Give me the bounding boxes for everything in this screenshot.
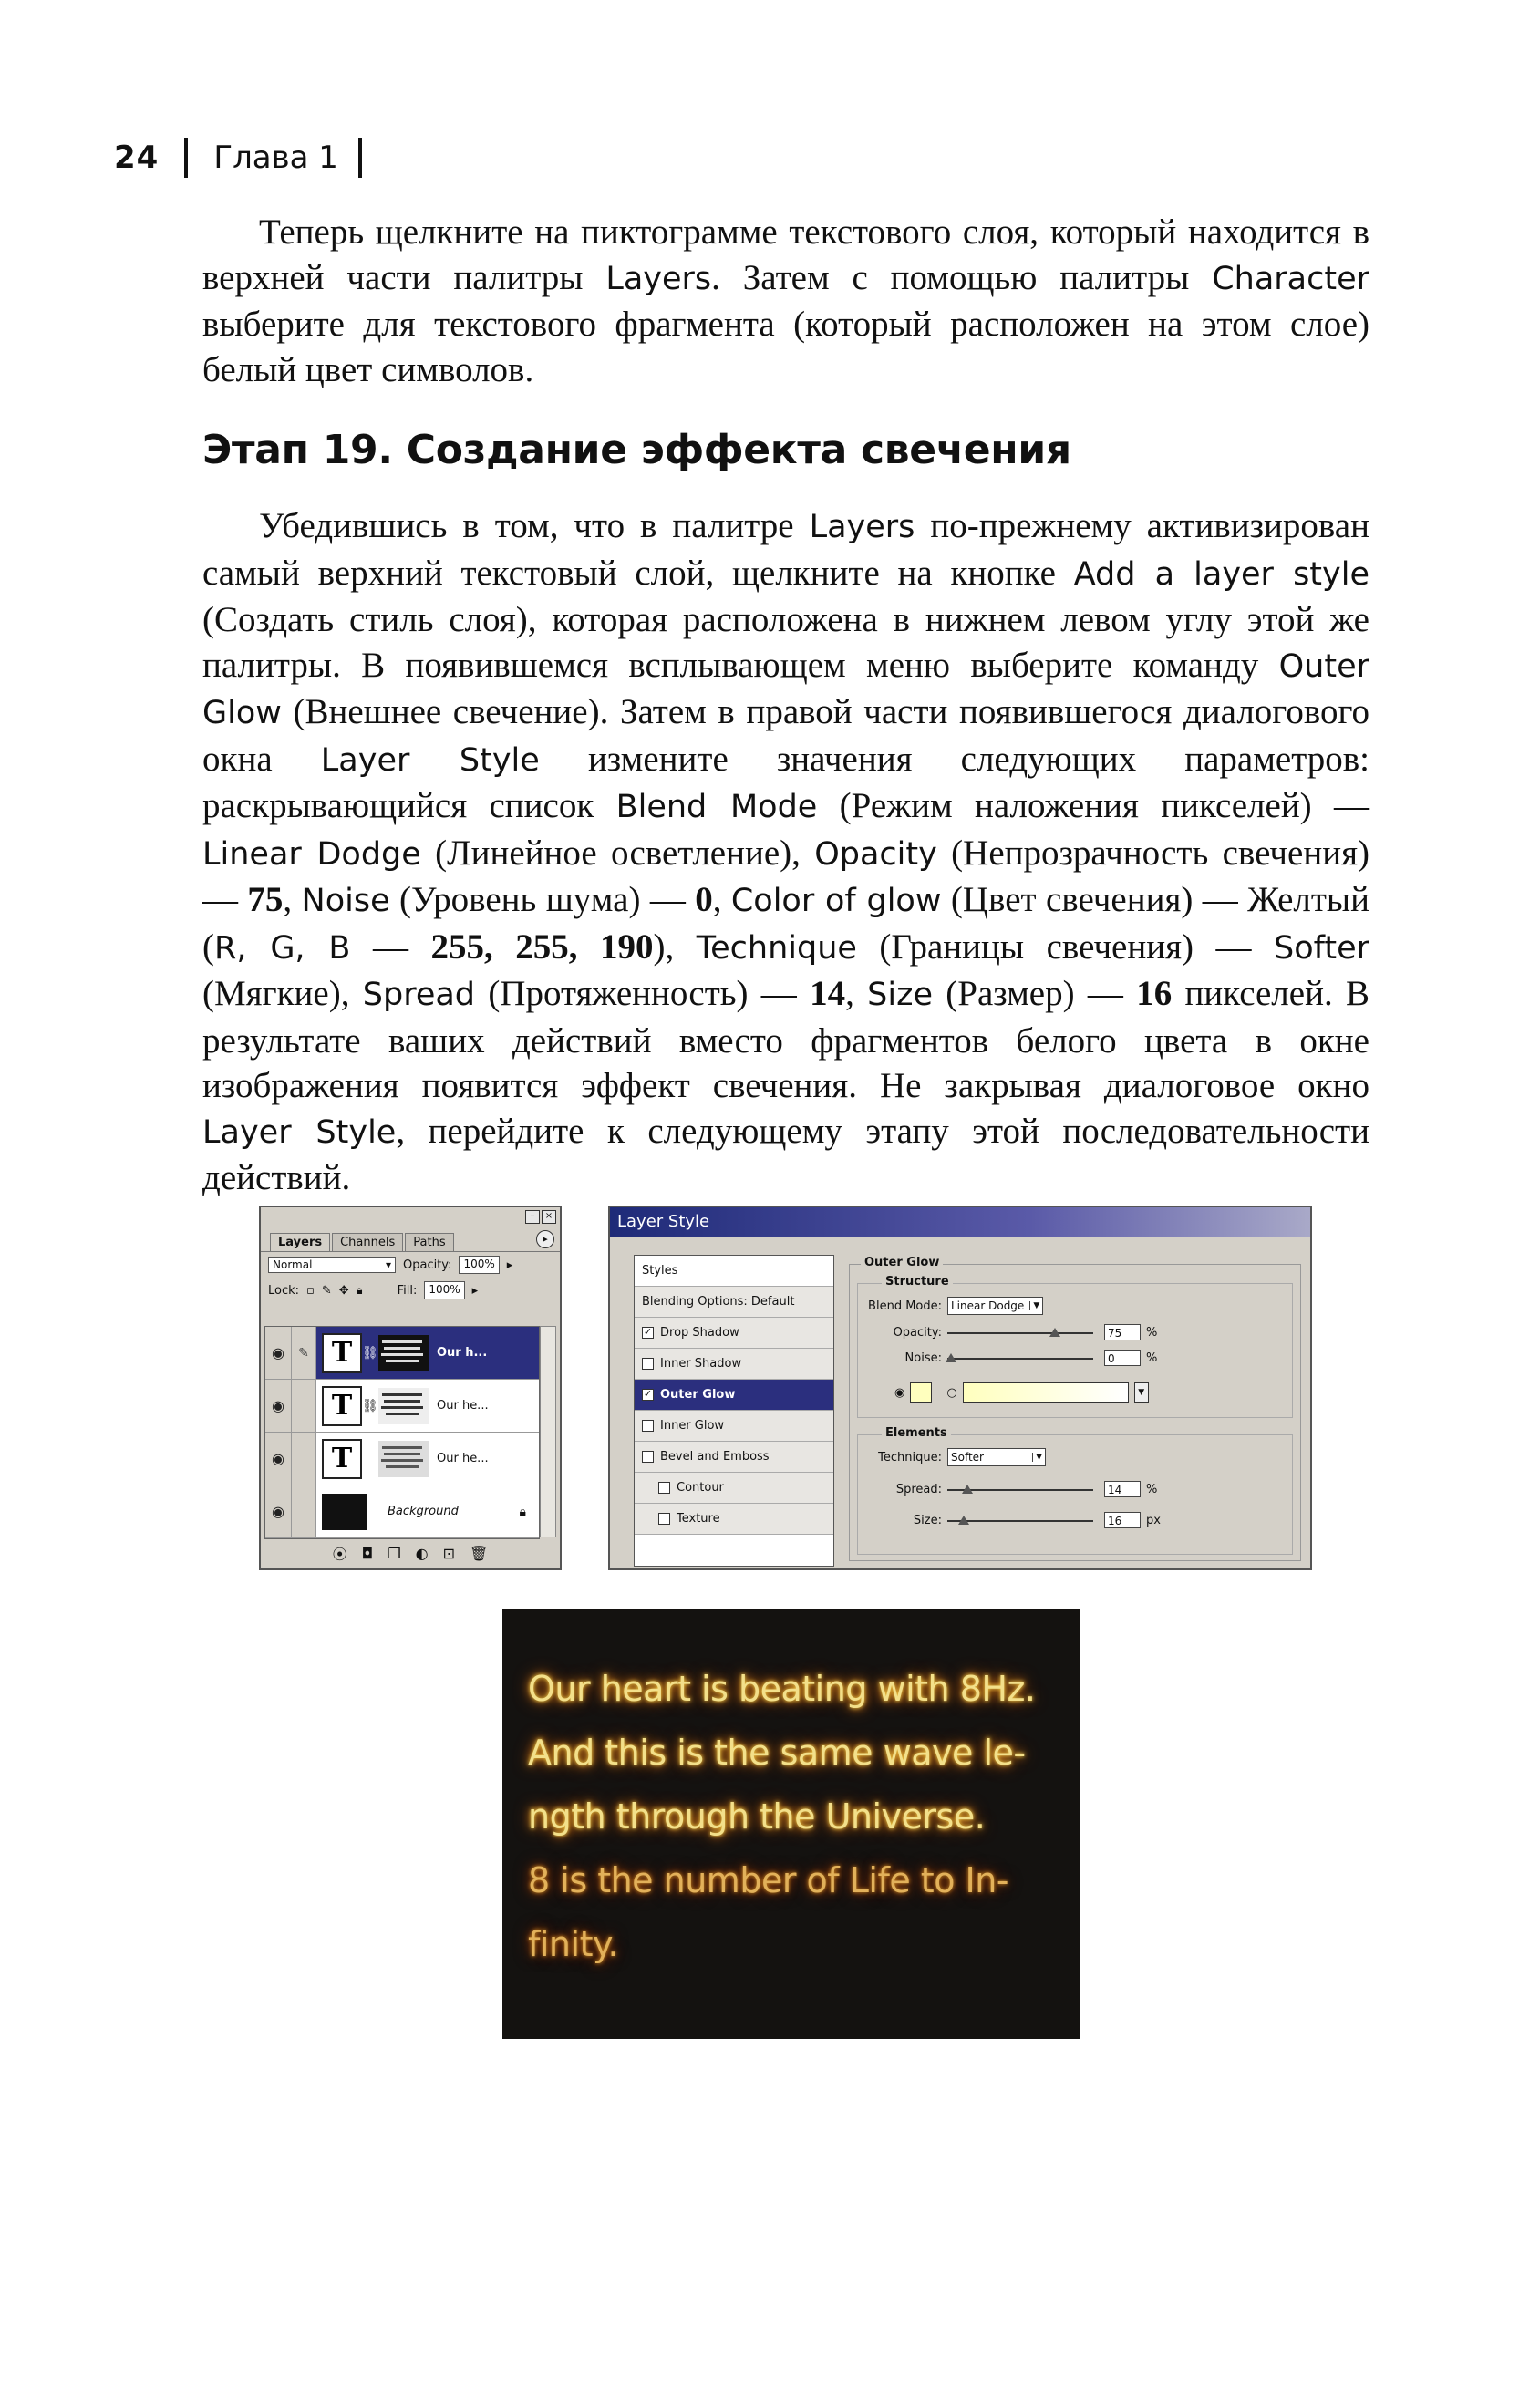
eye-icon[interactable]: ◉: [265, 1380, 292, 1432]
glow-text-line: 8 is the number of Life to In-: [528, 1860, 1009, 1900]
style-list-inner-glow[interactable]: [635, 1411, 833, 1442]
chevron-down-icon: ▾: [385, 1258, 391, 1271]
outer-glow-group: [849, 1256, 1301, 1561]
glow-color-row: [894, 1382, 1149, 1403]
style-list-blending[interactable]: Blending Options: Default: [635, 1287, 833, 1318]
blend-mode-value: Linear Dodge: [951, 1299, 1025, 1312]
style-list: [634, 1255, 834, 1567]
keyword: Layer Style: [202, 1113, 397, 1151]
glow-text-line: finity.: [528, 1924, 619, 1964]
text-run: ,: [845, 974, 868, 1013]
add-layer-style-icon[interactable]: ⦿: [332, 1545, 347, 1563]
glow-text-line: Our heart is beating with 8Hz.: [528, 1669, 1036, 1709]
header-divider: [184, 138, 188, 178]
eye-icon[interactable]: ◉: [265, 1433, 292, 1485]
eye-icon[interactable]: ◉: [265, 1485, 292, 1537]
text-run: по-прежнему активизирован самый верхний текстовый слой, щелкните на кнопке: [202, 506, 1369, 593]
text-layer-icon: T: [322, 1386, 362, 1426]
lock-label: Lock:: [268, 1283, 300, 1298]
style-list-bevel[interactable]: [635, 1442, 833, 1473]
text-run: измените значения следующих параметров: раскрывающийся список: [202, 739, 1369, 825]
layers-palette: [259, 1206, 562, 1570]
gradient-picker[interactable]: [963, 1382, 1129, 1403]
layer-row[interactable]: [265, 1433, 539, 1485]
keyword: Layers: [809, 509, 915, 545]
px-unit: px: [1146, 1513, 1161, 1527]
keyword: Layers: [605, 260, 712, 297]
text-run: пикселей. В результате ваших действий вместо фрагментов белого цвета в окне изображения появится эффект свечения. Не закрывая диалоговое окно: [202, 974, 1370, 1105]
keyword: Opacity: [814, 835, 937, 873]
blend-mode-select[interactable]: [268, 1257, 396, 1273]
technique-label: Technique:: [878, 1450, 942, 1465]
fill-input[interactable]: 100%: [424, 1281, 464, 1299]
slider-knob[interactable]: [1049, 1328, 1060, 1337]
text-run: Убедившись в том, что в палитре: [259, 506, 810, 545]
palette-tabs: [261, 1227, 560, 1252]
layer-row[interactable]: [265, 1380, 539, 1433]
keyword: Outer Glow: [202, 647, 1369, 731]
text-run: (Непрозрачность свечения) —: [202, 833, 1370, 919]
new-layer-icon[interactable]: ⊡: [442, 1544, 456, 1562]
close-icon[interactable]: ×: [542, 1210, 556, 1224]
spread-label: Spread:: [895, 1482, 942, 1496]
blend-mode-label: Blend Mode:: [868, 1299, 942, 1313]
style-item-label: Outer Glow: [660, 1388, 736, 1402]
value: 0: [695, 880, 713, 919]
text-run: (Протяженность) —: [475, 974, 811, 1013]
layer-row[interactable]: [265, 1485, 539, 1538]
checkbox-checked-icon[interactable]: ✓: [643, 1326, 653, 1338]
size-row: [858, 1512, 1161, 1528]
style-item-label: Inner Glow: [660, 1419, 725, 1433]
checkbox-icon[interactable]: [658, 1513, 670, 1525]
paragraph-intro-text: [202, 210, 1369, 392]
layer-style-dialog: [608, 1206, 1312, 1570]
chevron-right-icon[interactable]: ▸: [471, 1283, 479, 1298]
technique-row: [858, 1448, 1046, 1466]
style-list-outer-glow[interactable]: [635, 1380, 833, 1411]
header-divider-end: [358, 138, 362, 178]
noise-slider[interactable]: [947, 1353, 1093, 1362]
text-run: ,: [712, 880, 731, 919]
tab-channels[interactable]: Channels: [332, 1233, 403, 1251]
opacity-row: [858, 1324, 1157, 1340]
dialog-title: Layer Style: [610, 1207, 1310, 1237]
style-item-label: Bevel and Emboss: [660, 1450, 770, 1464]
value: 255, 255, 190: [430, 926, 654, 967]
technique-select[interactable]: [947, 1448, 1046, 1466]
checkbox-icon[interactable]: [642, 1420, 654, 1432]
text-run: (Границы свечения) —: [856, 926, 1275, 967]
opacity-input[interactable]: 75: [1104, 1324, 1141, 1340]
text-run: (Создать стиль слоя), которая расположена в нижнем левом углу этой же палитры. В появившемся всплывающем меню выберите команду: [202, 600, 1369, 685]
adjustment-layer-icon[interactable]: ◐: [415, 1544, 429, 1562]
text-layer-icon: T: [322, 1333, 362, 1373]
blend-row: [261, 1252, 560, 1278]
text-run: Теперь щелкните на пиктограмме текстового слоя, который находится в верхней части палитры: [202, 212, 1369, 297]
background-thumbnail: [322, 1494, 367, 1530]
spread-input[interactable]: 14: [1104, 1481, 1141, 1497]
minimize-icon[interactable]: –: [525, 1210, 540, 1224]
glow-color-swatch[interactable]: [910, 1382, 932, 1403]
text-run: ),: [653, 926, 697, 967]
style-item-label: Contour: [677, 1481, 724, 1495]
lock-icon: 🔒︎: [519, 1504, 526, 1519]
text-run: (Мягкие),: [202, 974, 363, 1013]
layer-name: Our h...: [437, 1346, 488, 1360]
layer-name: Background: [388, 1505, 459, 1518]
slider-knob[interactable]: [946, 1353, 956, 1362]
outer-glow-title: Outer Glow: [861, 1256, 943, 1269]
text-run: (Линейное осветление),: [420, 833, 815, 873]
technique-value: Softer: [951, 1451, 984, 1464]
trash-icon[interactable]: 🗑︎: [470, 1544, 489, 1562]
text-run: выберите для текстового фрагмента (который расположен на этом слое) белый цвет символов.: [202, 305, 1369, 389]
tab-layers[interactable]: Layers: [270, 1233, 330, 1251]
value: 14: [810, 974, 846, 1013]
size-input[interactable]: 16: [1104, 1512, 1141, 1528]
style-list-texture[interactable]: [635, 1504, 833, 1535]
layer-thumbnail: [378, 1441, 429, 1477]
palette-menu-icon[interactable]: ▸: [536, 1230, 554, 1248]
slider-knob[interactable]: [958, 1516, 969, 1525]
glow-result-image: [502, 1609, 1080, 2039]
opacity-label: Opacity:: [893, 1325, 942, 1340]
opacity-input[interactable]: 100%: [459, 1256, 499, 1274]
layer-row[interactable]: [265, 1327, 539, 1380]
tab-paths[interactable]: Paths: [405, 1233, 453, 1251]
noise-input[interactable]: 0: [1104, 1350, 1141, 1366]
value: 75: [247, 880, 284, 919]
text-run: —: [350, 926, 431, 967]
elements-group: [857, 1426, 1293, 1555]
chevron-right-icon[interactable]: ▸: [506, 1258, 513, 1272]
radio-selected-icon[interactable]: ◉: [894, 1385, 905, 1400]
layer-thumbnail: [378, 1388, 429, 1424]
lock-transparency-icon[interactable]: ▫: [306, 1283, 315, 1298]
text-run: (Внешнее свечение). Затем в правой части появившегося диалогового окна: [202, 692, 1369, 779]
palette-titlebar: [261, 1207, 560, 1227]
blend-mode-select[interactable]: [947, 1297, 1043, 1315]
percent-sign: %: [1146, 1351, 1158, 1365]
paragraph-steps-text: [202, 503, 1369, 1201]
size-label: Size:: [913, 1513, 942, 1527]
spread-slider[interactable]: [947, 1485, 1093, 1494]
layer-thumbnail: [378, 1335, 429, 1371]
structure-group: [857, 1275, 1293, 1418]
text-run: , перейдите к следующему этапу этой последовательности действий.: [202, 1111, 1369, 1197]
chevron-down-icon[interactable]: ▼: [1134, 1382, 1149, 1403]
page-number: 24: [114, 140, 160, 176]
text-run: (Режим наложения пикселей) —: [817, 786, 1369, 825]
slider-knob[interactable]: [962, 1485, 973, 1494]
eye-icon[interactable]: ◉: [265, 1327, 292, 1379]
chevron-down-icon: ▼: [1032, 1453, 1042, 1462]
opacity-label: Opacity:: [403, 1258, 452, 1272]
keyword: Character: [1212, 260, 1369, 297]
spread-row: [858, 1481, 1157, 1497]
glow-text-line: ngth through the Universe.: [528, 1796, 986, 1837]
blend-mode-value: Normal: [273, 1258, 313, 1271]
chevron-down-icon: ▼: [1029, 1301, 1039, 1310]
checkbox-checked-icon[interactable]: ✓: [643, 1388, 653, 1400]
layer-name: Our he...: [437, 1452, 489, 1465]
keyword: Add a layer style: [1073, 555, 1369, 593]
brush-icon[interactable]: [292, 1485, 316, 1537]
section-heading: Этап 19. Создание эффекта свечения: [202, 427, 1071, 473]
structure-title: Structure: [882, 1275, 953, 1289]
style-item-label: Inner Shadow: [660, 1357, 742, 1371]
keyword: Linear Dodge: [202, 835, 421, 873]
keyword: Blend Mode: [615, 789, 818, 825]
fill-label: Fill:: [397, 1283, 418, 1298]
style-list-contour[interactable]: [635, 1473, 833, 1504]
link-icon: ⛓: [362, 1345, 378, 1361]
size-slider[interactable]: [947, 1516, 1093, 1525]
checkbox-icon[interactable]: [642, 1451, 654, 1463]
keyword: R, G, B: [214, 929, 351, 967]
text-layer-icon: T: [322, 1439, 362, 1479]
paragraph-steps: [202, 503, 1369, 1201]
text-run: ,: [283, 880, 302, 919]
percent-sign: %: [1146, 1325, 1158, 1340]
link-icon: ⛓: [362, 1398, 378, 1413]
chapter-label: Глава 1: [213, 140, 338, 176]
style-item-label: Drop Shadow: [660, 1326, 739, 1340]
keyword: Spread: [362, 977, 476, 1013]
elements-title: Elements: [882, 1426, 951, 1440]
lock-brush-icon[interactable]: ✎: [321, 1283, 332, 1298]
style-list-styles[interactable]: Styles: [635, 1256, 833, 1287]
brush-icon[interactable]: ✎: [292, 1327, 316, 1379]
style-item-label: Texture: [677, 1512, 720, 1526]
glow-text-line: And this is the same wave le-: [528, 1733, 1026, 1773]
style-list-inner-shadow[interactable]: [635, 1349, 833, 1380]
lock-row: [261, 1278, 560, 1303]
noise-row: [858, 1350, 1157, 1366]
palette-bottom-bar: [261, 1537, 560, 1568]
keyword: Technique: [696, 929, 857, 967]
keyword: Softer: [1274, 929, 1370, 967]
lock-all-icon[interactable]: 🔒︎: [356, 1283, 363, 1298]
noise-label: Noise:: [904, 1351, 942, 1365]
text-run: . Затем с помощью палитры: [711, 257, 1213, 297]
style-list-drop-shadow[interactable]: [635, 1318, 833, 1349]
layer-list: [264, 1326, 540, 1539]
value: 16: [1136, 974, 1173, 1013]
keyword: Noise: [301, 883, 390, 919]
brush-icon[interactable]: [292, 1433, 316, 1485]
layer-name: Our he...: [437, 1399, 489, 1413]
percent-sign: %: [1146, 1482, 1158, 1496]
new-set-icon[interactable]: ❐: [388, 1544, 401, 1562]
checkbox-icon[interactable]: [642, 1358, 654, 1370]
radio-icon[interactable]: ○: [946, 1385, 957, 1400]
text-run: (Размер) —: [933, 974, 1137, 1013]
text-run: (Цвет свечения) — Желтый (: [202, 880, 1369, 967]
opacity-slider[interactable]: [947, 1328, 1093, 1337]
keyword: Color of glow: [730, 883, 942, 919]
blend-mode-row: [858, 1297, 1043, 1315]
paragraph-intro: [202, 210, 1369, 392]
text-run: (Уровень шума) —: [389, 880, 696, 919]
brush-icon[interactable]: [292, 1380, 316, 1432]
layer-list-scrollbar[interactable]: [540, 1326, 556, 1537]
lock-move-icon[interactable]: ✥: [338, 1283, 349, 1298]
keyword: Size: [867, 977, 933, 1013]
checkbox-icon[interactable]: [658, 1482, 670, 1494]
keyword: Layer Style: [320, 741, 540, 779]
add-mask-icon[interactable]: ◘: [361, 1544, 374, 1562]
running-header: [114, 135, 362, 181]
